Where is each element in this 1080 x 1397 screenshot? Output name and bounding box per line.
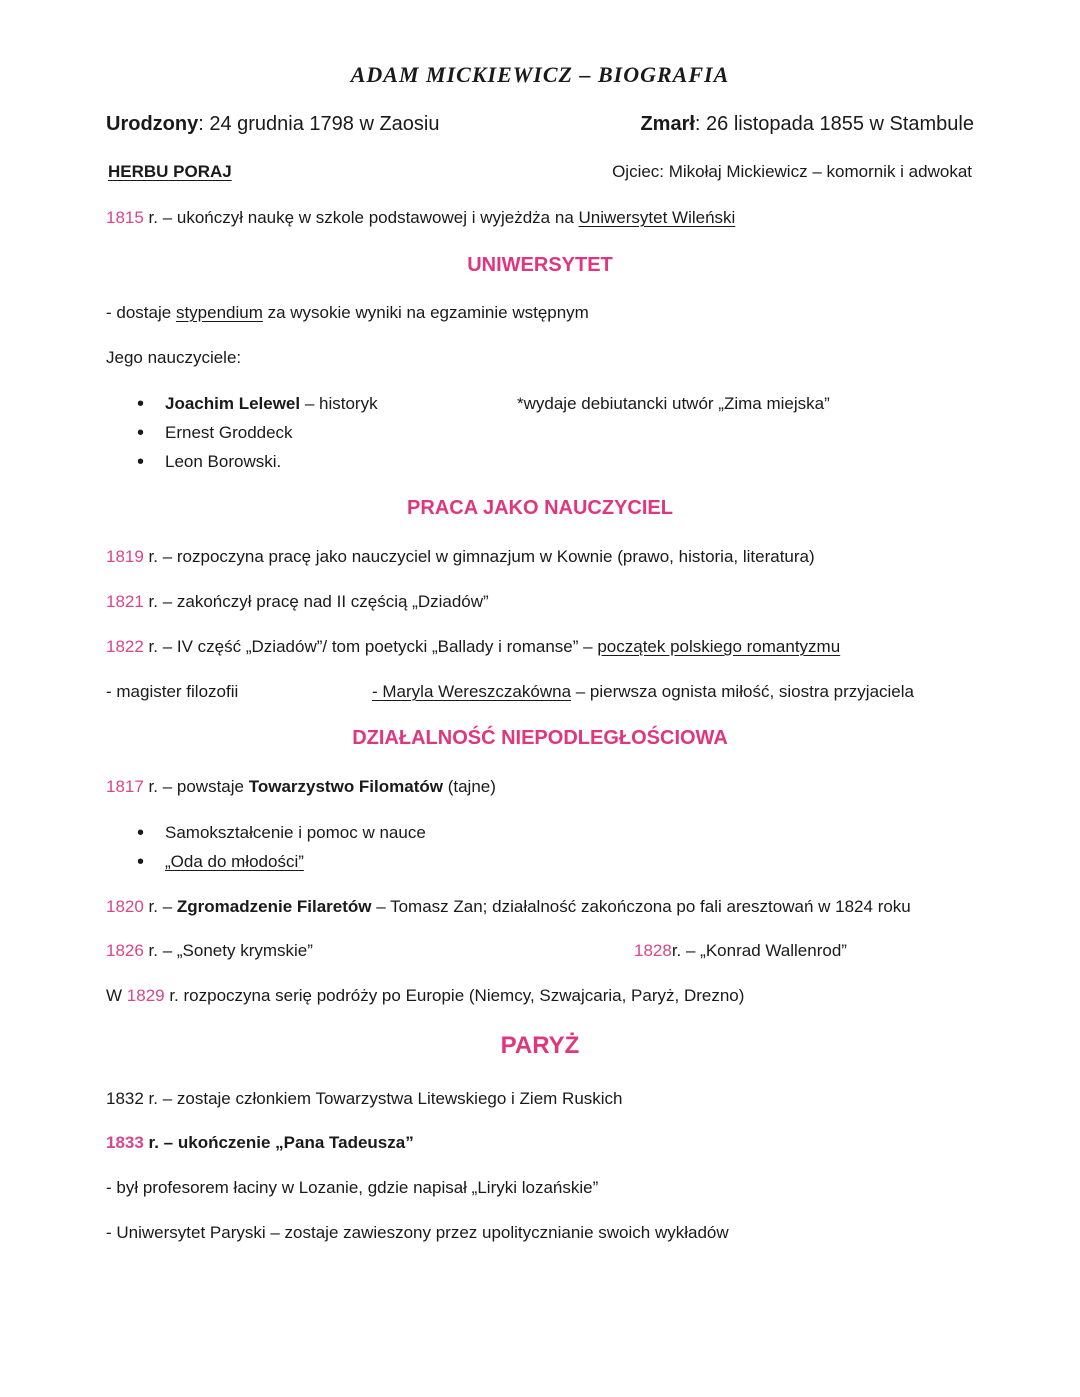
stipend-line: - dostaje stypendium za wysokie wyniki na egzaminie wstępnym xyxy=(106,303,589,322)
page-title: ADAM MICKIEWICZ – BIOGRAFIA xyxy=(350,62,730,87)
line-1817: 1817 r. – powstaje Towarzystwo Filomatów (tajne) xyxy=(106,777,496,796)
died-line xyxy=(640,114,974,134)
father-label: Ojciec: Mikołaj Mickiewicz xyxy=(612,162,808,181)
born-value: : 24 grudnia 1798 w Zaosiu xyxy=(198,113,440,135)
line-1829: W 1829 r. rozpoczyna serię podróży po Europie (Niemcy, Szwajcaria, Paryż, Drezno) xyxy=(106,986,745,1005)
sorbonne-line: - Uniwersytet Paryski – zostaje zawieszony przez upolitycznianie swoich wykładów xyxy=(106,1223,729,1242)
section-teaching: PRACA JAKO NAUCZYCIEL xyxy=(407,497,673,519)
died-label: Zmarł xyxy=(640,113,695,135)
line-1820: 1820 r. – Zgromadzenie Filaretów – Tomasz Zan; działalność zakończona po fali aresztowań w 1824 roku xyxy=(106,897,911,916)
lozanne-line: - był profesorem łaciny w Lozanie, gdzie napisał „Liryki lozańskie” xyxy=(106,1178,599,1197)
intro-text: r. – ukończył naukę w szkole podstawowej i wyjeżdża na xyxy=(143,208,579,227)
born-label: Urodzony xyxy=(106,113,199,135)
father-value: – komornik i adwokat xyxy=(807,162,972,181)
line-1833: 1833 r. – ukończenie „Pana Tadeusza” xyxy=(106,1133,414,1152)
debut-note: *wydaje debiutancki utwór „Zima miejska” xyxy=(517,394,830,413)
section-independence: DZIAŁALNOŚĆ NIEPODLEGŁOŚCIOWA xyxy=(352,727,728,749)
died-value: : 26 listopada 1855 w Stambule xyxy=(694,113,974,135)
line-1819: 1819 r. – rozpoczyna pracę jako nauczyciel w gimnazjum w Kownie (prawo, historia, literatura) xyxy=(106,547,815,566)
father-line xyxy=(612,162,972,182)
line-1832: 1832 r. – zostaje członkiem Towarzystwa Litewskiego i Ziem Ruskich xyxy=(106,1089,623,1108)
year-1815: 1815 xyxy=(106,208,144,227)
list-item-teacher3: • Leon Borowski. xyxy=(165,452,281,472)
list-item-oda: • „Oda do młodości” xyxy=(165,852,304,872)
line-1828: 1828r. – „Konrad Wallenrod” xyxy=(634,941,847,960)
university-link: Uniwersytet Wileński xyxy=(578,208,736,227)
teachers-label: Jego nauczyciele: xyxy=(106,348,242,367)
list-item-teacher1: • Joachim Lelewel – historyk xyxy=(165,394,378,414)
list-item-teacher2: • Ernest Groddeck xyxy=(165,423,293,443)
intro-line xyxy=(106,208,735,228)
romanticism-link: początek polskiego romantyzmu xyxy=(597,637,841,656)
born-line xyxy=(106,114,440,134)
list-item-selfstudy: • Samokształcenie i pomoc w nauce xyxy=(165,823,426,843)
line-1821: 1821 r. – zakończył pracę nad II częścią „Dziadów” xyxy=(106,592,489,611)
line-1822: 1822 r. – IV część „Dziadów”/ tom poetycki „Ballady i romanse” – początek polskiego romantyzmu xyxy=(106,637,841,656)
section-paris: PARYŻ xyxy=(500,1032,580,1059)
line-1826: 1826 r. – „Sonety krymskie” xyxy=(106,941,313,960)
maryla-line: - Maryla Wereszczakówna – pierwsza ognista miłość, siostra przyjaciela xyxy=(372,682,914,701)
herb-label: HERBU PORAJ xyxy=(108,162,232,181)
maryla-link: - Maryla Wereszczakówna xyxy=(372,682,572,701)
magister-line: - magister filozofii xyxy=(106,682,239,701)
stipend-link: stypendium xyxy=(175,303,263,322)
section-university: UNIWERSYTET xyxy=(467,254,613,276)
